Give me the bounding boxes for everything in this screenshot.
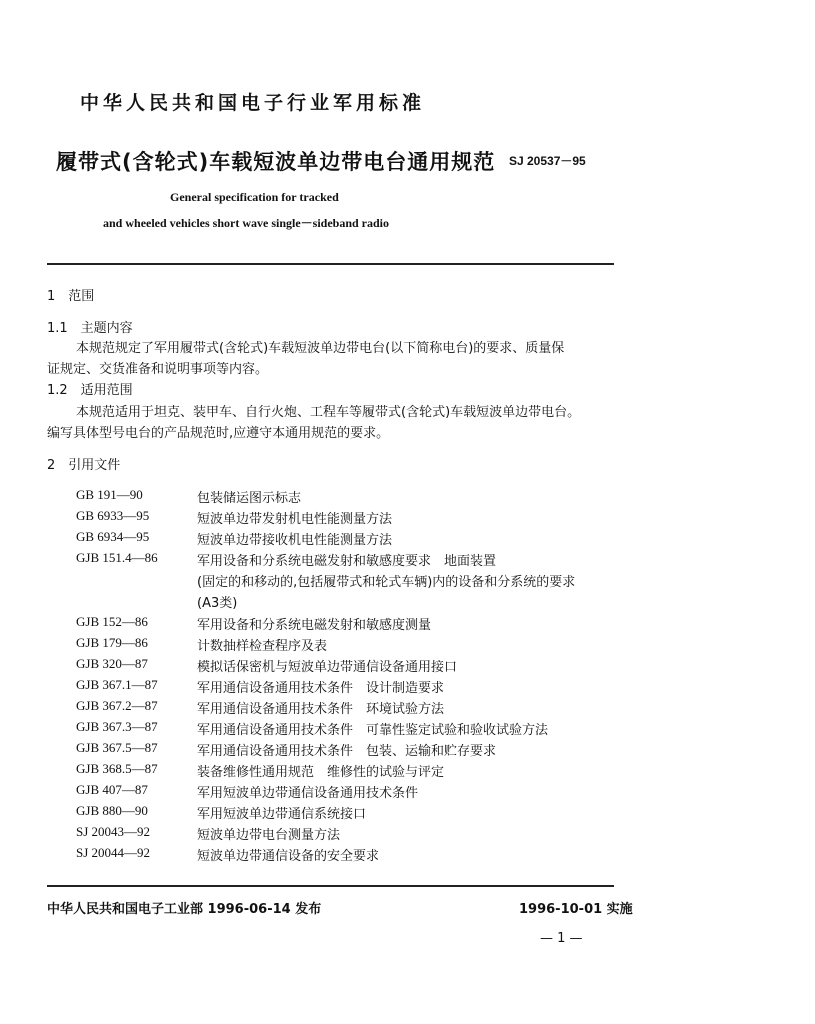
- reference-code: GJB 152—86: [76, 614, 148, 629]
- standard-category-header: 中华人民共和国电子行业军用标准: [80, 92, 426, 114]
- section-1-heading: 1 范围: [47, 289, 95, 304]
- reference-title: 军用设备和分系统电磁发射和敏感度测量: [197, 618, 432, 633]
- reference-title: 装备维修性通用规范 维修性的试验与评定: [197, 765, 445, 780]
- reference-title: 短波单边带通信设备的安全要求: [197, 849, 380, 864]
- reference-title: 包装储运图示标志: [197, 491, 302, 506]
- document-title: 履带式(含轮式)车载短波单边带电台通用规范: [56, 150, 496, 174]
- reference-code: GJB 407—87: [76, 782, 148, 797]
- reference-code: GJB 179—86: [76, 635, 148, 650]
- reference-code: GJB 367.1—87: [76, 677, 158, 692]
- reference-code: GB 191—90: [76, 487, 143, 502]
- reference-title: 军用短波单边带通信系统接口: [197, 807, 367, 822]
- section-1-2-text-line-1: 本规范适用于坦克、装甲车、自行火炮、工程车等履带式(含轮式)车载短波单边带电台。: [76, 405, 581, 420]
- reference-code: GJB 880—90: [76, 803, 148, 818]
- section-1-2-text-line-2: 编写具体型号电台的产品规范时,应遵守本通用规范的要求。: [47, 426, 390, 441]
- reference-code: GJB 151.4—86: [76, 550, 158, 565]
- reference-title: 计数抽样检查程序及表: [197, 639, 328, 654]
- section-2-heading: 2 引用文件: [47, 458, 121, 473]
- reference-title: 军用通信设备通用技术条件 环境试验方法: [197, 702, 445, 717]
- reference-code: SJ 20043—92: [76, 824, 151, 839]
- reference-title-continuation: (A3类): [197, 596, 238, 611]
- reference-title: 军用通信设备通用技术条件 包装、运输和贮存要求: [197, 744, 497, 759]
- section-1-1-heading: 1.1 主题内容: [47, 321, 133, 336]
- english-title-line-2: and wheeled vehicles short wave single－sideband radio: [103, 216, 390, 230]
- reference-code: GJB 367.5—87: [76, 740, 158, 755]
- reference-title: 短波单边带电台测量方法: [197, 828, 341, 843]
- reference-code: GJB 368.5—87: [76, 761, 158, 776]
- reference-code: GJB 367.3—87: [76, 719, 158, 734]
- top-divider: [47, 263, 614, 265]
- reference-code: SJ 20044—92: [76, 845, 151, 860]
- bottom-divider: [47, 885, 614, 887]
- reference-title: 模拟话保密机与短波单边带通信设备通用接口: [197, 660, 458, 675]
- reference-code: GB 6933—95: [76, 508, 150, 523]
- page-number: — 1 —: [540, 931, 583, 946]
- publication-info: 中华人民共和国电子工业部 1996-06-14 发布: [47, 902, 322, 917]
- reference-title: 军用通信设备通用技术条件 设计制造要求: [197, 681, 445, 696]
- reference-title: 军用通信设备通用技术条件 可靠性鉴定试验和验收试验方法: [197, 723, 549, 738]
- section-1-1-text-line-2: 证规定、交货准备和说明事项等内容。: [47, 362, 269, 377]
- reference-code: GJB 320—87: [76, 656, 148, 671]
- reference-code: GB 6934—95: [76, 529, 150, 544]
- english-title-line-1: General specification for tracked: [170, 190, 339, 204]
- reference-title: 短波单边带接收机电性能测量方法: [197, 533, 393, 548]
- reference-title: 军用设备和分系统电磁发射和敏感度要求 地面装置: [197, 554, 497, 569]
- standard-code: SJ 20537－95: [509, 154, 586, 168]
- section-1-2-heading: 1.2 适用范围: [47, 383, 133, 398]
- section-1-1-text-line-1: 本规范规定了军用履带式(含轮式)车载短波单边带电台(以下简称电台)的要求、质量保: [76, 341, 565, 356]
- reference-title: 军用短波单边带通信设备通用技术条件: [197, 786, 419, 801]
- effective-date: 1996-10-01 实施: [519, 902, 633, 917]
- reference-title-continuation: (固定的和移动的,包括履带式和轮式车辆)内的设备和分系统的要求: [197, 575, 576, 590]
- reference-code: GJB 367.2—87: [76, 698, 158, 713]
- reference-title: 短波单边带发射机电性能测量方法: [197, 512, 393, 527]
